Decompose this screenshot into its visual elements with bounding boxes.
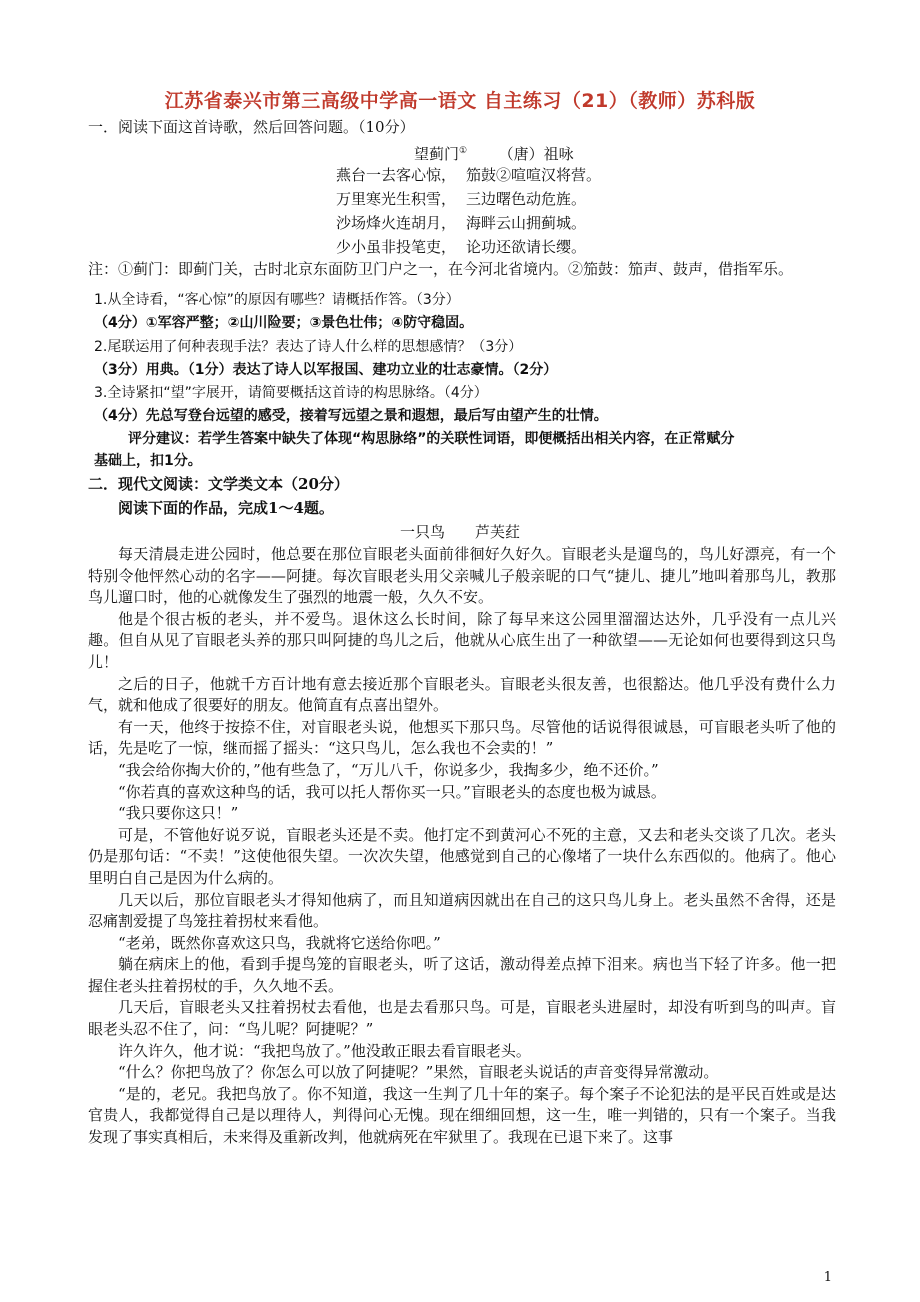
poem-line: 少小虽非投笔吏， 论功还欲请长缨。 xyxy=(336,238,587,256)
grading-note-cont: 基础上，扣1分。 xyxy=(94,453,202,469)
page-number: 1 xyxy=(823,1270,832,1285)
question-2: 2.尾联运用了何种表现手法？表达了诗人什么样的思想感情？（3分） xyxy=(94,339,523,355)
story-paragraph: “老弟，既然你喜欢这只鸟，我就将它送给你吧。” xyxy=(118,933,441,952)
poem-title: 望蓟门 xyxy=(414,145,460,163)
section2-instruction: 阅读下面的作品，完成1～4题。 xyxy=(118,499,334,517)
story-paragraph: 之后的日子，他就千方百计地有意去接近那个盲眼老头。盲眼老头很友善，也很豁达。他几乎没有费什么力气，就和他成了很要好的朋友。他简直有点喜出望外。 xyxy=(88,674,836,715)
story-paragraph: “是的，老兄。我把鸟放了。你不知道，我这一生判了几十年的案子。每个案子不论犯法的是平民百姓或是达官贵人，我都觉得自己是以理待人，判得问心无愧。现在细细回想，这一生，唯一判错的，只有一个案子。当我发现了事实真相后，未来得及重新改判，他就病死在牢狱里了。我现在已退下来了。这事 xyxy=(88,1084,836,1147)
answer-1: （4分）①军容严整；②山川险要；③景色壮伟；④防守稳固。 xyxy=(94,315,474,331)
document-title: 江苏省泰兴市第三高级中学高一语文 自主练习（21）（教师）苏科版 xyxy=(164,90,756,112)
poem-line: 沙场烽火连胡月， 海畔云山拥蓟城。 xyxy=(336,214,587,232)
poem-line: 万里寒光生积雪， 三边曙色动危旌。 xyxy=(336,190,587,208)
story-paragraph: “我只要你这只！” xyxy=(118,804,239,823)
story-paragraph: 几天后，盲眼老头又拄着拐杖去看他，也是去看那只鸟。可是，盲眼老头进屋时，却没有听到鸟的叫声。盲眼老头忍不住了，问：“鸟儿呢？阿捷呢？” xyxy=(88,998,836,1039)
story-paragraph: “你若真的喜欢这种鸟的话，我可以托人帮你买一只。”盲眼老头的态度也极为诚恳。 xyxy=(118,782,666,801)
story-body xyxy=(88,544,836,1149)
story-paragraph: 他是个很古板的老头，并不爱鸟。退休这么长时间，除了每早来这公园里溜溜达达外，几乎没有一点儿兴趣。但自从见了盲眼老头养的那只叫阿捷的鸟儿之后，他就从心底生出了一种欲望——无论如何也要得到这只鸟儿！ xyxy=(88,609,836,671)
story-paragraph: 躺在病床上的他，看到手提鸟笼的盲眼老头，听了这话，激动得差点掉下泪来。病也当下轻了许多。他一把握住老头拄着拐杖的手，久久地不丢。 xyxy=(88,955,836,995)
story-paragraph: 每天清晨走进公园时，他总要在那位盲眼老头面前徘徊好久好久。盲眼老头是遛鸟的，鸟儿好漂亮，有一个特别令他怦然心动的名字——阿捷。每次盲眼老头用父亲喊儿子般亲昵的口气“捷儿、捷儿”地叫着那鸟儿，教那鸟儿遛口时，他的心就像发生了强烈的地震一般，久久不安。 xyxy=(88,545,836,607)
question-1: 1.从全诗看，“客心惊”的原因有哪些？请概括作答。（3分） xyxy=(94,292,460,308)
poem-author: （唐）祖咏 xyxy=(498,145,574,163)
story-paragraph: “什么？你把鸟放了？你怎么可以放了阿捷呢？”果然，盲眼老头说话的声音变得异常激动。 xyxy=(118,1063,719,1082)
section1-heading: 一．阅读下面这首诗歌，然后回答问题。（10分） xyxy=(88,118,415,136)
story-paragraph: 有一天，他终于按捺不住，对盲眼老头说，他想买下那只鸟。尽管他的话说得很诚恳，可盲眼老头听了他的话，先是吃了一惊，继而摇了摇头：“这只鸟儿，怎么我也不会卖的！” xyxy=(88,717,836,758)
section2-heading: 二．现代文阅读：文学类文本（20分） xyxy=(88,475,349,493)
poem-header xyxy=(414,141,574,164)
story-paragraph: 许久许久，他才说：“我把鸟放了。”他没敢正眼去看盲眼老头。 xyxy=(118,1041,531,1060)
poem-line: 燕台一去客心惊， 笳鼓②喧喧汉将营。 xyxy=(336,166,602,184)
story-paragraph: 可是，不管他好说歹说，盲眼老头还是不卖。他打定不到黄河心不死的主意，又去和老头交谈了几次。老头仍是那句话：“不卖！”这使他很失望。一次次失望，他感觉到自己的心像堵了一块什么东西似的。他病了。他心里明白自己是因为什么病的。 xyxy=(88,825,836,887)
story-paragraph: 几天以后，那位盲眼老头才得知他病了，而且知道病因就出在自己的这只鸟儿身上。老头虽然不舍得，还是忍痛割爱提了鸟笼拄着拐杖来看他。 xyxy=(88,890,836,931)
grading-note: 评分建议：若学生答案中缺失了体现“构思脉络”的关联性词语，即便概括出相关内容，在正常赋分 xyxy=(128,431,735,447)
answer-2: （3分）用典。（1分）表达了诗人以军报国、建功立业的壮志豪情。（2分） xyxy=(94,362,558,378)
story-paragraph: “我会给你掏大价的，”他有些急了，“万儿八千，你说多少，我掏多少，绝不还价。” xyxy=(118,760,659,779)
poem-note-mark: ① xyxy=(459,146,468,156)
answer-3: （4分）先总写登台远望的感受，接着写远望之景和遐想，最后写由望产生的壮情。 xyxy=(94,408,608,424)
question-3: 3.全诗紧扣“望”字展开，请简要概括这首诗的构思脉络。（4分） xyxy=(94,385,488,401)
story-title: 一只鸟 芦芙荭 xyxy=(399,523,520,541)
poem-notes: 注：①蓟门：即蓟门关，古时北京东面防卫门户之一，在今河北省境内。②笳鼓：笳声、鼓声，借指军乐。 xyxy=(88,260,794,278)
